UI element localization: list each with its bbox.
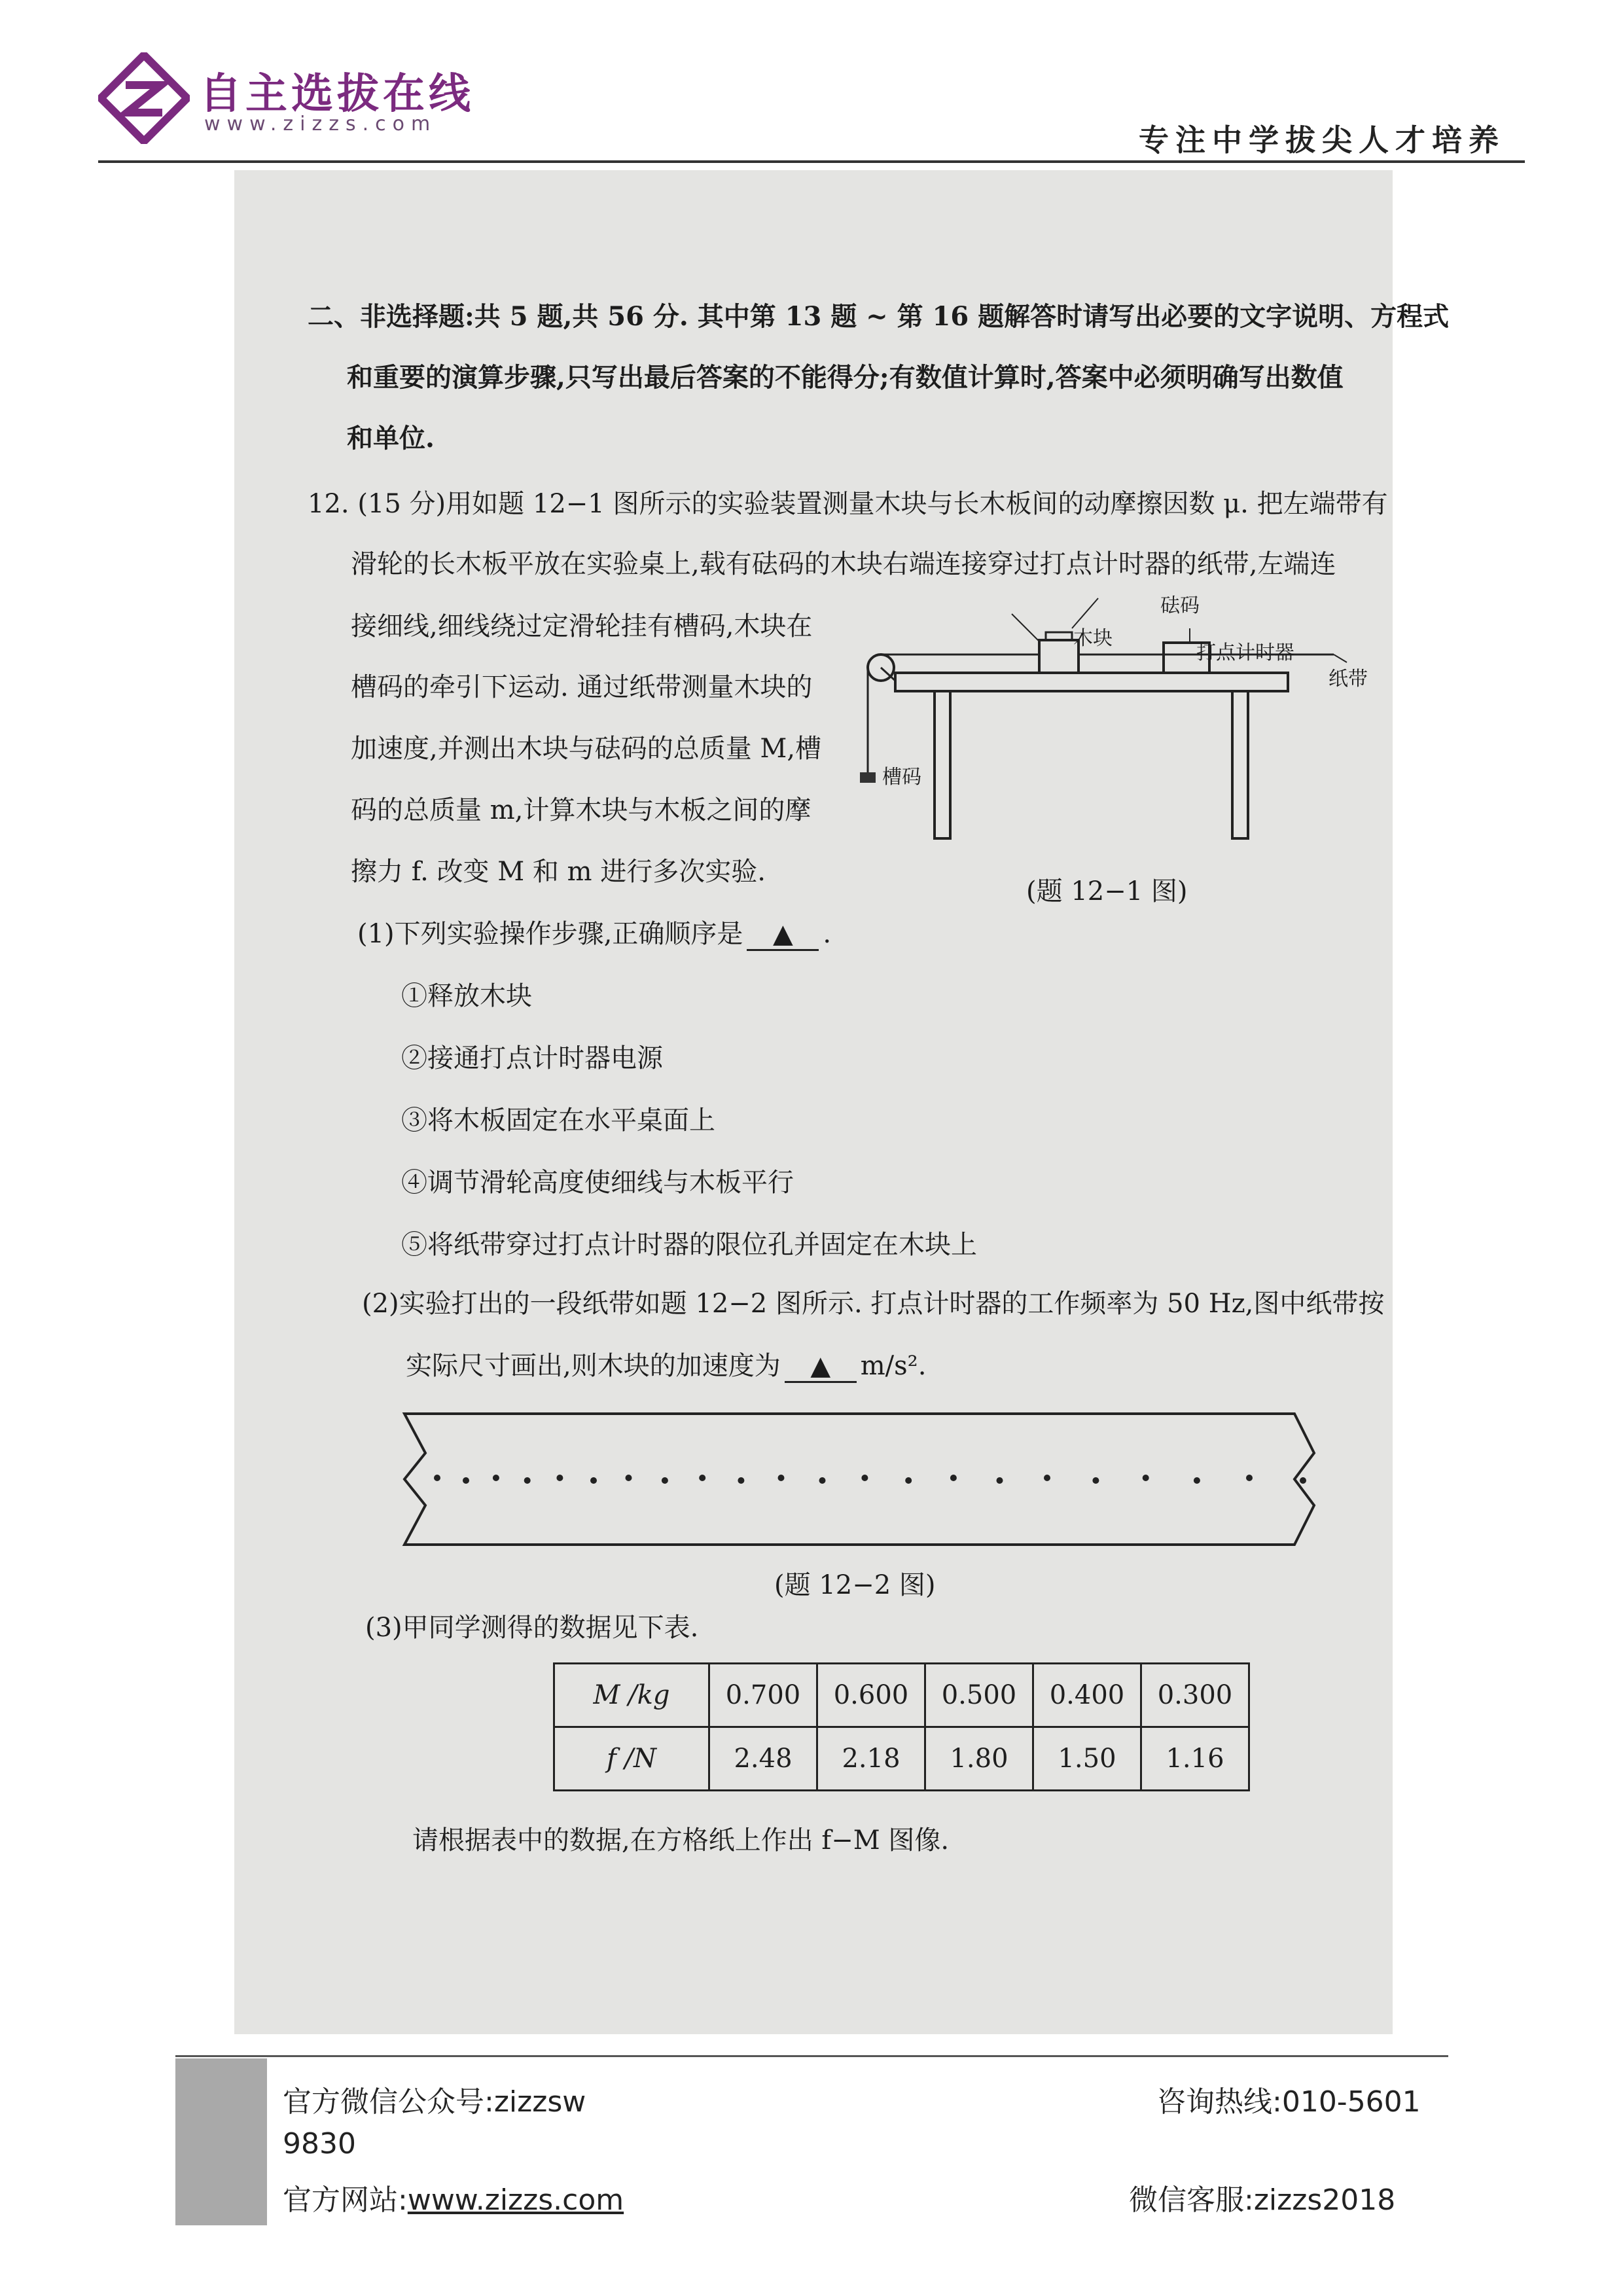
- section-heading-line-2: 和重要的演算步骤,只写出最后答案的不能得分;有数值计算时,答案中必须明确写出数值: [347, 362, 1344, 393]
- answer-blank: ▲: [747, 919, 819, 951]
- figure-label-hook: 槽码: [882, 766, 921, 789]
- tape-dot: [905, 1477, 912, 1484]
- tape-dot: [434, 1475, 440, 1481]
- wooden-block: [1039, 640, 1079, 673]
- table-cell: 1.16: [1141, 1727, 1249, 1791]
- table-cell: 0.600: [817, 1664, 925, 1727]
- question-12-line-2: 滑轮的长木板平放在实验桌上,载有砝码的木块右端连接穿过打点计时器的纸带,左端连: [351, 549, 1336, 579]
- tape-dot: [626, 1475, 632, 1481]
- question-12-line-5: 加速度,并测出木块与砝码的总质量 M,槽: [351, 734, 822, 764]
- tape-dot: [819, 1477, 826, 1484]
- table-cell: 0.500: [925, 1664, 1033, 1727]
- tape-dot: [1246, 1475, 1253, 1481]
- tape-dot: [861, 1475, 868, 1481]
- step-2: ②接通打点计时器电源: [401, 1043, 663, 1073]
- figure-label-weight: 砝码: [1160, 594, 1200, 617]
- figure-label-timer: 打点计时器: [1196, 641, 1294, 664]
- table-cell: 2.18: [817, 1727, 925, 1791]
- figure-label-block: 木块: [1073, 627, 1113, 650]
- tape-outline: [404, 1414, 1314, 1545]
- footer-wechat-continued: 9830: [283, 2127, 356, 2161]
- section-heading-line-3: 和单位.: [347, 423, 435, 454]
- long-board: [895, 673, 1288, 691]
- section-heading-line-1: 二、非选择题:共 5 题,共 56 分. 其中第 13 题 ~ 第 16 题解答时请写出必要的文字说明、方程式: [308, 301, 1450, 332]
- answer-blank: ▲: [785, 1351, 857, 1383]
- figure-12-1-caption: (题 12−1 图): [1026, 876, 1188, 906]
- question-12-line-1: 12. (15 分)用如题 12−1 图所示的实验装置测量木块与长木板间的动摩擦因数 μ. 把左端带有: [308, 489, 1388, 519]
- footer-site-link[interactable]: www.zizzs.com: [407, 2183, 624, 2217]
- tape-dot: [778, 1475, 785, 1481]
- tape-dot: [1300, 1477, 1306, 1484]
- tape-dot: [662, 1477, 668, 1484]
- tape-dot: [1044, 1475, 1050, 1481]
- question-12-line-3: 接细线,细线绕过定滑轮挂有槽码,木块在: [351, 611, 813, 641]
- zigzag-diamond-logo: [98, 52, 190, 144]
- tape-dot: [699, 1475, 705, 1481]
- table-cell: 0.300: [1141, 1664, 1249, 1727]
- tape-dot: [1143, 1475, 1149, 1481]
- data-table: [553, 1662, 1250, 1791]
- header-rule: [98, 160, 1525, 163]
- table-cell: 1.80: [925, 1727, 1033, 1791]
- brand-name: 自主选拔在线: [200, 70, 474, 118]
- step-5: ⑤将纸带穿过打点计时器的限位孔并固定在木块上: [401, 1230, 977, 1260]
- part-2-line-1: (2)实验打出的一段纸带如题 12−2 图所示. 打点计时器的工作频率为 50 Hz,图中纸带按: [362, 1289, 1385, 1319]
- table-cell: 0.700: [709, 1664, 817, 1727]
- tape-dot: [590, 1477, 597, 1484]
- tape-dot: [493, 1475, 499, 1481]
- part-1-prompt: (1)下列实验操作步骤,正确顺序是 ▲ .: [357, 913, 831, 951]
- tape-dot: [1194, 1477, 1200, 1484]
- header-slogan: 专注中学拔尖人才培养: [1139, 122, 1505, 158]
- question-12-line-4: 槽码的牵引下运动. 通过纸带测量木块的: [351, 672, 813, 702]
- tape-dot: [997, 1477, 1003, 1484]
- table-leg-right: [1232, 691, 1248, 838]
- hook-weight: [860, 772, 876, 783]
- tape-dot: [950, 1475, 957, 1481]
- table-cell: 1.50: [1033, 1727, 1141, 1791]
- tape-dot: [1092, 1477, 1099, 1484]
- step-1: ①释放木块: [401, 981, 532, 1011]
- step-4: ④调节滑轮高度使细线与木板平行: [401, 1168, 794, 1198]
- footer-service: 微信客服:zizzs2018: [1129, 2183, 1396, 2217]
- tape-dots: [434, 1475, 1306, 1484]
- tape-dot: [556, 1475, 563, 1481]
- table-row: [554, 1664, 1249, 1727]
- part-3-request: 请根据表中的数据,在方格纸上作出 f−M 图像.: [412, 1825, 950, 1856]
- table-leg-left: [935, 691, 950, 838]
- table-cell: 0.400: [1033, 1664, 1141, 1727]
- part-2-line-2: 实际尺寸画出,则木块的加速度为 ▲ m/s².: [406, 1345, 926, 1383]
- step-3: ③将木板固定在水平桌面上: [401, 1105, 715, 1136]
- tape-dot: [524, 1477, 531, 1484]
- exam-sheet: [234, 170, 1450, 2034]
- question-12-line-6: 码的总质量 m,计算木块与木板之间的摩: [351, 795, 812, 825]
- footer-site: 官方网站:www.zizzs.com: [283, 2183, 624, 2217]
- figure-12-2-paper-tape: [391, 1407, 1321, 1551]
- tape-dot: [738, 1477, 744, 1484]
- table-row: [554, 1727, 1249, 1791]
- question-12-line-7: 擦力 f. 改变 M 和 m 进行多次实验.: [351, 857, 766, 887]
- tape-dot: [463, 1477, 469, 1484]
- footer-hotline: 咨询热线:010-5601: [1157, 2085, 1421, 2119]
- table-cell: 2.48: [709, 1727, 817, 1791]
- figure-12-2-caption: (题 12−2 图): [774, 1570, 936, 1600]
- footer-wechat: 官方微信公众号:zizzsw: [283, 2085, 586, 2119]
- row-header-friction: f /N: [554, 1727, 709, 1791]
- figure-label-tape: 纸带: [1329, 668, 1368, 691]
- part-3-intro: (3)甲同学测得的数据见下表.: [365, 1613, 699, 1643]
- brand-url: www.zizzs.com: [204, 113, 437, 135]
- footer-grey-block: [175, 2058, 267, 2225]
- footer-rule: [175, 2055, 1448, 2057]
- row-header-mass: M /kg: [554, 1664, 709, 1727]
